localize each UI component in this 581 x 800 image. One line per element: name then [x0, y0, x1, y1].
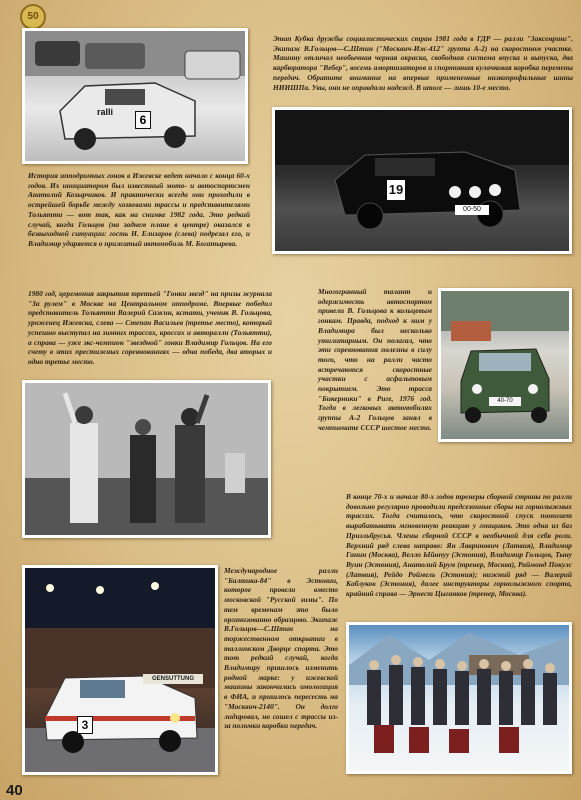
baltika-banner: GENSUTTUNG [143, 674, 203, 684]
caption-sachsenring: Этап Кубка дружбы социалистических стран 1981 года в ГДР — ралли "Заксенринг". Экипаж В.Гольцов—С.Штин ("Москвич-Иж-412" группы А-2) на скоростном участке. Машину отличал необычная черная окраска, свободная система впуска и выпуска, два карбюратора "Вебер", восемь амортизаторов и спортивная кулачковая коробка перемены передач. Обратите внимание на впервые примененные низкопрофильные шины НИИШПа. Увы, они не оправдали надежд. В итоге — лишь 10-е место. [273, 34, 573, 92]
sachsenring-car-illustration [275, 110, 569, 251]
caption-baltika-rally: Международное ралли "Балтика-84" в Эстонии, которое провели вместо московской "Русской зимы". По тем временам это было организованно образцово. Экипаж В.Гольцов—С.Штин на торжественном открытии в таллинском Дворце спорта. Это тот редкий случай, когда Владимиру пришлось изменить родной марке: у ижевской машины закончилась омологация в ФИА, и пришлось пересесть на "Москвич-2140". Он долго лидировал, но сошел с трассы из-за поломки коробки передач. [224, 566, 338, 731]
photo-podium-ceremony [22, 380, 271, 538]
bikerniki-plate: 40-70 [489, 397, 521, 406]
caption-izhevsk-hippodrome: История ипподромных гонок в Ижевске ведет начало с конца 60-х годов. Их инициатором был известный мото- и автоспортсмен Анатолий Козырчиков. И практически всегда они проходили в острейшей борьбе между хозяевами трассы и представителями Тольятти — вот так, как на снимке 1982 года. Это редкий случай, когда Гольцов (на заднем плане в центре) оказался в безвыходной ситуации: гость Н. Елизаров (слева) подрезал его, и Владимир ударяется о прижатый автомобиль М. Богатырева. [28, 171, 250, 248]
bikerniki-car-illustration [441, 291, 569, 439]
baltika-car-illustration [25, 568, 215, 772]
photo-sachsenring-rally [272, 107, 572, 254]
team-slopes-illustration [349, 625, 569, 771]
photo-ussr-team-slopes [346, 622, 572, 774]
car-license-plate: 00-50 [455, 205, 489, 215]
photo-team-image [349, 625, 569, 771]
photo-sachsenring-image [275, 110, 569, 251]
caption-mountain-training: В конце 70-х и начале 80-х годов тренеры сборной страны по ралли довольно регулярно проводили предсезонные сборы на горнолыжных трассах. Тогда считалось, что скоростной спуск помогает вырабатывать мгновенную реакцию у гонщиков. Это одна из баз Приэльбрусья. Члены сборной СССР в необычной для себя роли. Верхний ряд слева направо: Ян Лавринович (Латвия), Владимир Ганин (Москва), Велло Ыйнпуу (Эстония), Владимир Гольцов, Тыну Вуин (Эстония), Анатолий Брум (тренер, Москва), Раймонд Покулс (Латвия), Рейдо Роймель (Эстония); нижний ряд — Валерий Каблуков (Эстония), далее инструкторы горнолыжного спорта, крайний справа — Эрнест Цыганков (тренер, Москва). [346, 492, 572, 599]
photo-bikerniki-image [441, 291, 569, 439]
photo-bikerniki-track [438, 288, 572, 442]
anniversary-logo: 50 [20, 4, 46, 30]
car-start-number: 6 [135, 111, 151, 129]
hippodrome-cars-illustration [25, 31, 245, 161]
podium-illustration [25, 383, 268, 535]
car-sponsor-label: ralli [97, 107, 114, 117]
photo-hippodrome-race-image [25, 31, 245, 161]
photo-baltika-84 [22, 565, 218, 775]
caption-star-race-1980: 1980 год, церемония закрытия третьей "Гонки звезд" на призы журнала "За рулем" в Москве на Центральном ипподроме. Впервые победил представитель Тольятти Валерий Сажин, кстати, ученик В. Гольцова, уроженец Ижевска, слева — Степан Васильев (третье место), который успешно выступал на зимних трассах, кроссах и авторалли (Тольятти), а справа — уже экс-чемпион "звездной" гонки Владимир Гольцов. На его счету в этих престижных соревнованиях — одна победа, два вторых и одно третье место. [28, 289, 272, 366]
caption-ring-racing: Многогранный талант и одержимость автоспортом привели В. Гольцова к кольцевым гонкам. Правда, подход к ним у Владимира был несколько утилитарным. Он полагал, что эти соревнования полезны в силу того, что на ралли часто встречаются скоростные участки с асфальтовым покрытием. Это трасса "Бикерники" в Риге, 1976 год. Тогда в легковых автомобилях группы А-2 Гольцов занял в чемпионате СССР шестое место. [318, 287, 432, 432]
car-door-number: 19 [387, 180, 405, 200]
photo-podium-image [25, 383, 268, 535]
photo-hippodrome-race [22, 28, 248, 164]
photo-baltika-image [25, 568, 215, 772]
page-number: 40 [6, 782, 23, 799]
baltika-start-number: 3 [77, 716, 93, 734]
